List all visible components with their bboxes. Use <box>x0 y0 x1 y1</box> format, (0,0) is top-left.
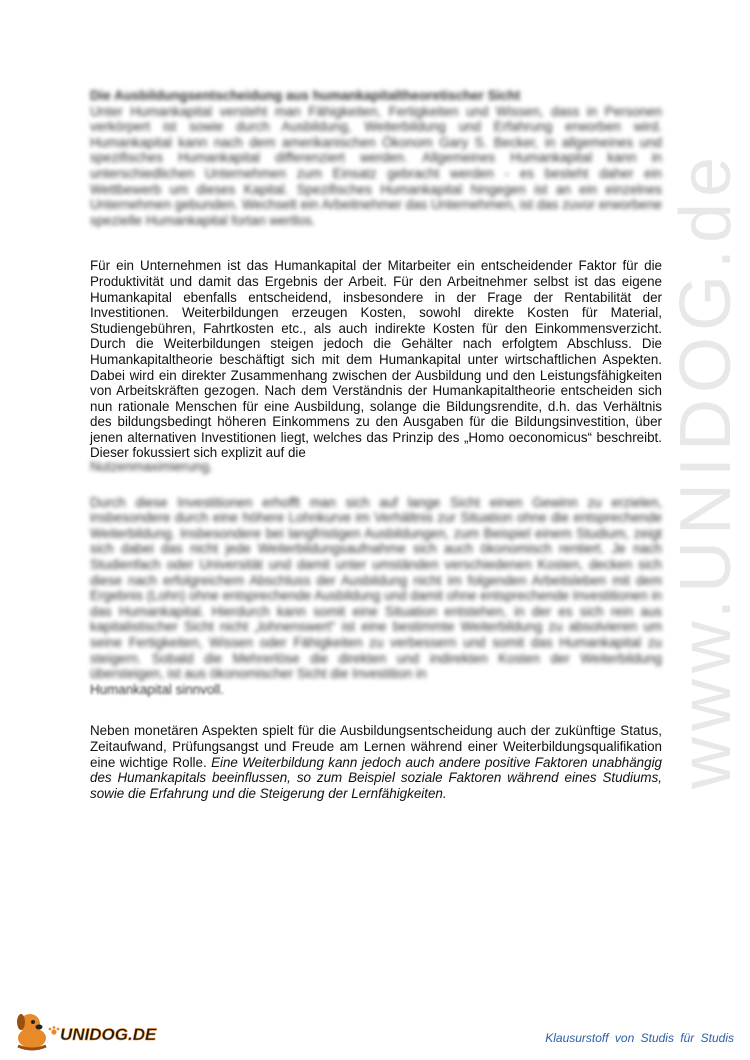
section-heading: Die Ausbildungsentscheidung aus humankapitaltheoretischer Sicht <box>90 88 521 103</box>
document-body <box>90 88 662 801</box>
logo-text: UNIDOG.DE <box>60 1025 157 1044</box>
dog-logo-icon <box>10 1008 160 1053</box>
blurred-section-2 <box>90 495 662 682</box>
blurred-section-1 <box>90 88 662 228</box>
footer-tagline: Klausurstoff von Studis für Studis <box>545 1031 734 1045</box>
paragraph-2-tail: Nutzenmaximierung. <box>90 459 213 475</box>
paragraph-4-text: Neben monetären Aspekten spielt für die Ausbildungsentscheidung auch der zukünftige Status, Zeitaufwand, Prüfungsangst und Freude am Lernen während einer Weiterbildungsqualifikation eine wichtige Rolle. <box>90 723 662 770</box>
paragraph-4 <box>90 723 662 801</box>
paragraph-2: Für ein Unternehmen ist das Humankapital der Mitarbeiter ein entscheidender Faktor für die Produktivität und damit das Ergebnis der Arbeit. Für den Arbeitnehmer selbst ist das eigene Humankapital ebenfalls entscheidend, insbesondere in der Frage der Rentabilität der Investitionen. Weiterbildungen erzeugen Kosten, sowohl direkte Kosten für Material, Studiengebühren, Fahrtkosten etc., als auch indirekte Kosten für den Einkommensverzicht. Durch die Weiterbildungen steigen jedoch die Gehälter nach erfolgtem Abschluss. Die Humankapitaltheorie beschäftigt sich mit dem Humankapital unter wirtschaftlichen Aspekten. Dabei wird ein direkter Zusammenhang zwischen der Ausbildung und den Leistungsfähigkeiten von Arbeitskräften gezogen. Nach dem Verständnis der Humankapitaltheorie entscheiden sich nun rationale Menschen für eine Ausbildung, solange die Bildungsrendite, d.h. das Verhältnis des bildungsbedingt höheren Einkommens zu den Ausgaben für die Bildungsinvestition, über jenen alternativen Investitionen liegt, welches das Prinzip des „Homo oeconomicus“ beschreibt. Dieser fokussiert sich explizit auf die <box>90 258 662 461</box>
paragraph-3: Durch diese Investitionen erhofft man sich auf lange Sicht einen Gewinn zu erzielen, insbesondere durch eine höhere Lohnkurve im Verhältnis zur Situation ohne die entsprechende Weiterbildung. Insbesondere bei langfristigen Ausbildungen, zum Beispiel einem Studium, zeigt sich dabei das nicht jede Weiterbildungsaufnahme sich auch ökonomisch rentiert. Je nach Studienfach oder Universität und damit unter umständen verschiedenen Kosten, decken sich diese nach erfolgreichem Abschluss der Ausbildung nicht im folgenden Arbeitsleben mit dem Ergebnis (Lohn) ohne entsprechende Ausbildung und damit ohne entsprechende Investitionen in das Humankapital. Hierdurch kann somit eine Situation entstehen, in der es sich rein aus kapitalistischer Sicht nicht „lohnenswert“ ist eine bestimmte Weiterbildung zu absolvieren um seine Fertigkeiten, Wissen oder Fähigkeiten zu verbessern und somit das Humankapital zu steigern. Sobald die Mehrerlöse die direkten und indirekten Kosten der Weiterbildung übersteigen, ist aus ökonomischer Sicht die Investition in <box>90 494 662 682</box>
paragraph-4-italic: Eine Weiterbildung kann jedoch auch andere positive Faktoren unabhängig des Humankapitals beeinflussen, so zum Beispiel soziale Faktoren während eines Studiums, sowie die Erfahrung und die Steigerung der Lernfähigkeiten. <box>90 754 662 801</box>
paragraph-3-tail: Humankapital sinnvoll. <box>90 681 224 697</box>
paragraph-1: Unter Humankapital versteht man Fähigkeiten, Fertigkeiten und Wissen, dass in Personen verkörpert ist sowie durch Ausbildung, Weiterbildung und Erfahrung erworben wird. Humankapital kann nach dem amerikanischen Ökonom Gary S. Becker, in allgemeines und spezifisches Humankapital differenziert werden. Allgemeines Humankapital kann in unterschiedlichen Unternehmen zum Einsatz gebracht werden - es besteht daher ein Wettbewerb um dieses Kapital. Spezifisches Humankapital hingegen ist an ein einzelnes Unternehmen gebunden. Wechselt ein Arbeitnehmer das Unternehmen, ist das zuvor erworbene spezielle Humankapital fortan wertlos. <box>90 103 662 228</box>
unidog-logo <box>10 1008 160 1053</box>
watermark: www.UNIDOG.de <box>666 150 746 790</box>
